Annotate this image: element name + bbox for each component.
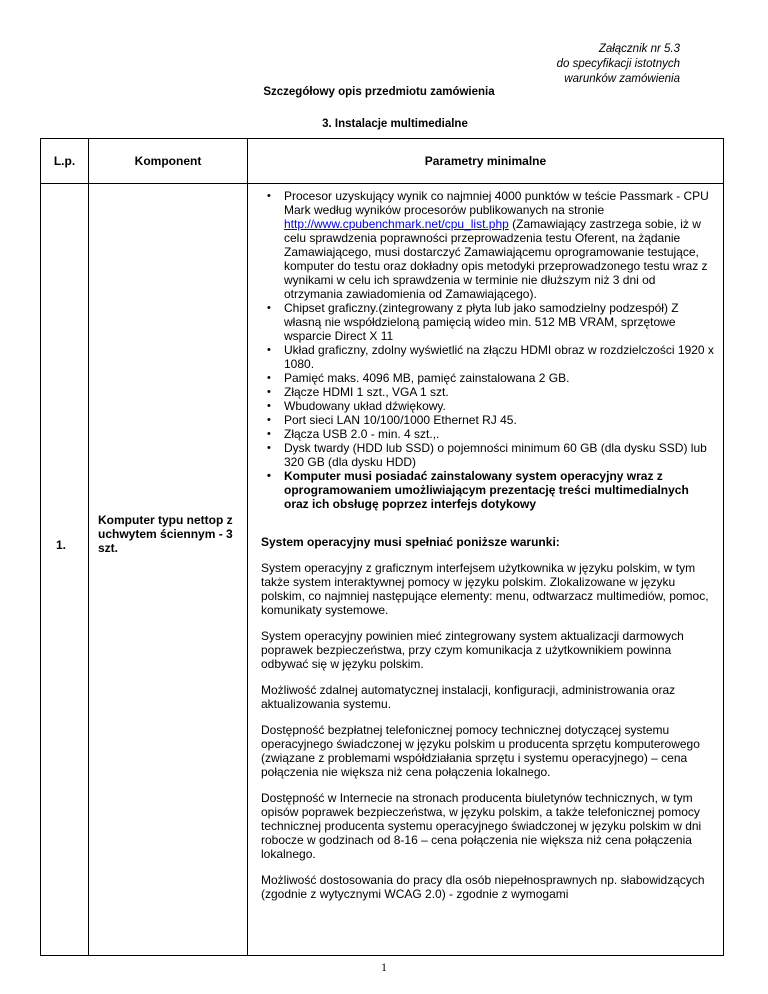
document-title: Szczegółowy opis przedmiotu zamówienia [263,86,495,98]
os-paragraph: Dostępność bezpłatnej telefonicznej pomocy technicznej dotyczącej systemu operacyjnego świadczonej w języku polskim u producenta sprzętu komputerowego (związane z problemami współdziałania sprzętu i systemu operacyjnego) – cena połączenia nie większa niż cena połączenia lokalnego. [261,723,700,779]
list-item: • Dysk twardy (HDD lub SSD) o pojemności minimum 60 GB (dla dysku SSD) lub 320 GB (dla dysku HDD) [284,441,716,469]
list-item: • Komputer musi posiadać zainstalowany system operacyjny wraz z oprogramowaniem umożliwiającym prezentację treści multimedialnych oraz ich obsługę poprzez interfejs dotykowy [284,469,716,511]
item1-text-a: Procesor uzyskujący wynik co najmniej 4000 punktów w teście Passmark - CPU Mark według wyników procesorów publikowanych na stronie [284,189,709,217]
list-item: • Pamięć maks. 4096 MB, pamięć zainstalowana 2 GB. [284,371,716,385]
requirements-list [261,189,716,511]
header-component: Komponent [89,139,248,184]
header-lp: L.p. [41,139,89,184]
os-paragraph: Możliwość dostosowania do pracy dla osób niepełnosprawnych np. słabowidzących (zgodnie z wytycznymi WCAG 2.0) - zgodnie z wymogami [261,873,705,901]
annex-line-3: warunków zamówienia [564,73,680,85]
annex-line-2: do specyfikacji istotnych [556,58,680,70]
component-name: Komputer typu nettop z uchwytem ściennym - 3 szt. [98,513,233,555]
os-paragraph: Dostępność w Internecie na stronach producenta biuletynów technicznych, w tym opisów poprawek bezpieczeństwa, w języku polskim, a także telefonicznej pomocy technicznej producenta systemu operacyjnego świadczonej w języku polskim w dni robocze w godzinach od 8-16 – cena połączenia nie większa niż cena połączenia lokalnego. [261,791,702,861]
table-row [41,184,724,956]
list-item: • Port sieci LAN 10/100/1000 Ethernet RJ 45. [284,413,716,427]
annex-reference [557,42,680,87]
lp-cell [41,184,89,956]
component-cell [89,184,248,956]
list-item: • Złącze HDMI 1 szt., VGA 1 szt. [284,385,716,399]
section-title: 3. Instalacje multimedialne [322,118,468,130]
params-cell [248,184,724,956]
os-paragraph: Możliwość zdalnej automatycznej instalacji, konfiguracji, administrowania oraz aktualizowania systemu. [261,683,676,711]
list-item [284,189,716,301]
list-item: • Układ graficzny, zdolny wyświetlić na złączu HDMI obraz w rozdzielczości 1920 x 1080. [284,343,716,371]
os-paragraph: System operacyjny powinien mieć zintegrowany system aktualizacji darmowych poprawek bezpieczeństwa, przy czym komunikacja z użytkownikiem powinna odbywać się w języku polskim. [261,629,684,671]
annex-line-1: Załącznik nr 5.3 [598,43,680,55]
row-number: 1. [56,538,67,552]
page-number: 1 [381,962,387,974]
table-header-row [41,139,724,184]
os-requirements-heading: System operacyjny musi spełniać poniższe warunki: [261,535,560,549]
os-paragraph: System operacyjny z graficznym interfejsem użytkownika w języku polskim, w tym także system interaktywnej pomocy w języku polskim. Zlokalizowane w języku polskim, co najmniej następujące elementy: menu, odtwarzacz multimediów, pomoc, komunikaty systemowe. [261,561,709,617]
header-params: Parametry minimalne [248,139,724,184]
list-item: • Wbudowany układ dźwiękowy. [284,399,716,413]
cpubenchmark-link[interactable]: http://www.cpubenchmark.net/cpu_list.php [284,217,509,231]
item1-text-b: (Zamawiający zastrzega sobie, iż w celu sprawdzenia poprawności przeprowadzenia testu Oferent, na żądanie Zamawiającego, musi dostarczyć Zamawiającemu oprogramowanie testujące, komputer do testu oraz dokładny opis metodyki przeprowadzonego testu wraz z wynikami w celu ich sprawdzenia w terminie nie dłuższym niż 3 dni od otrzymania zawiadomienia od Zamawiającego). [284,217,708,301]
list-item: • Złącza USB 2.0 - min. 4 szt.,. [284,427,716,441]
specification-table [40,138,724,956]
list-item: • Chipset graficzny.(zintegrowany z płyta lub jako samodzielny podzespół) Z własną nie współdzieloną pamięcią wideo min. 512 MB VRAM, sprzętowe wsparcie Direct X 11 [284,301,716,343]
